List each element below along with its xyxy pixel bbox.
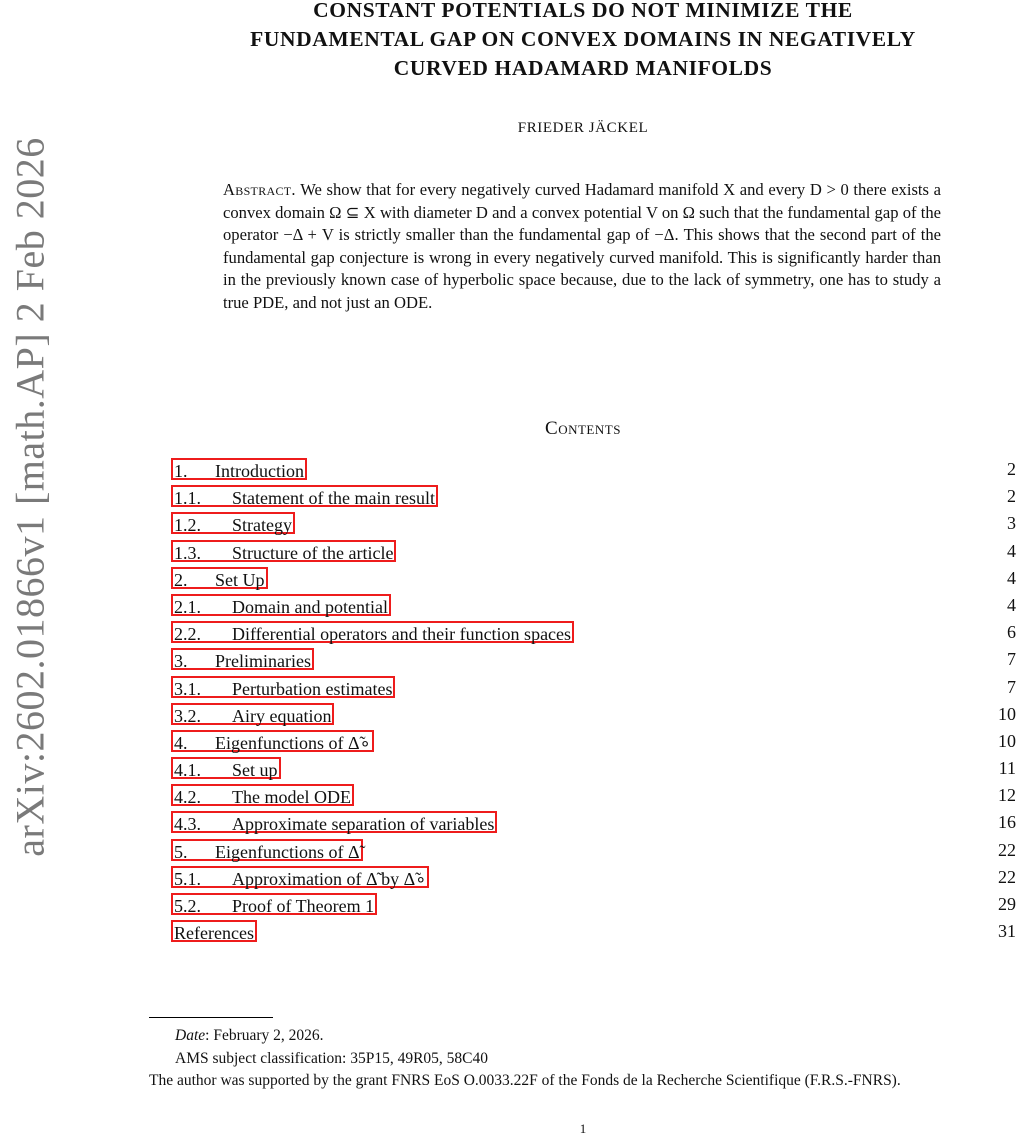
paper-title <box>150 0 1016 83</box>
toc-title: Eigenfunctions of Δ̃ <box>215 841 360 862</box>
toc-number: 4.2. <box>174 787 201 808</box>
arxiv-identifier-stamp <box>0 0 60 900</box>
toc-link[interactable] <box>171 621 574 643</box>
toc-number: 1.3. <box>174 542 201 563</box>
toc-number: 5. <box>174 841 188 862</box>
toc-number: 5.2. <box>174 896 201 916</box>
toc-number: 4. <box>174 732 188 753</box>
toc-item <box>150 864 1016 891</box>
toc-page-number: 11 <box>998 758 1016 779</box>
toc-number: 3.2. <box>174 705 201 726</box>
toc-item <box>150 701 1016 728</box>
toc-item <box>150 755 1016 782</box>
toc-link[interactable] <box>171 512 295 534</box>
toc-link[interactable] <box>171 567 268 589</box>
toc-number: 1. <box>174 461 188 481</box>
toc-item <box>150 809 1016 836</box>
toc-page-number: 2 <box>1007 459 1016 479</box>
title-line-1: CONSTANT POTENTIALS DO NOT MINIMIZE THE <box>313 0 853 22</box>
toc-item <box>150 456 1016 483</box>
toc-number: 1.2. <box>174 515 201 536</box>
toc-link[interactable] <box>171 676 395 698</box>
toc-link[interactable] <box>171 893 377 915</box>
toc-link[interactable] <box>171 757 281 779</box>
toc-item <box>150 646 1016 673</box>
toc-number: 3.1. <box>174 678 201 699</box>
toc-link[interactable] <box>171 540 396 562</box>
toc-number: 1.1. <box>174 488 201 509</box>
toc-title: Domain and potential <box>232 596 388 617</box>
toc-title: Introduction <box>215 461 304 481</box>
toc-page-number: 22 <box>998 866 1016 887</box>
toc-number: 3. <box>174 651 188 672</box>
page-number: 1 <box>579 1121 587 1136</box>
title-line-3: CURVED HADAMARD MANIFOLDS <box>393 56 773 80</box>
toc-title: Strategy <box>232 515 292 536</box>
toc-link[interactable] <box>171 458 307 480</box>
toc-link[interactable] <box>171 703 334 725</box>
date-value: : February 2, 2026. <box>205 1027 324 1044</box>
author-name: FRIEDER JÄCKEL <box>517 120 649 136</box>
toc-link[interactable] <box>171 485 438 507</box>
toc-page-number: 2 <box>1007 486 1016 507</box>
toc-page-number: 10 <box>998 730 1016 751</box>
toc-item <box>150 538 1016 565</box>
toc-title: Approximate separation of variables <box>232 814 495 835</box>
toc-page-number: 12 <box>998 785 1016 806</box>
abstract-label: Abstract. <box>223 180 296 199</box>
arxiv-identifier-text: arXiv:2602.01866v1 [math.AP] 2 Feb 2026 <box>7 137 53 857</box>
toc-item <box>150 565 1016 592</box>
contents-heading: Contents <box>545 418 621 439</box>
toc-link[interactable] <box>171 784 354 806</box>
toc-title: The model ODE <box>232 787 351 808</box>
toc-link[interactable] <box>171 866 429 888</box>
footnote-funding: The author was supported by the grant FNRS EoS O.0033.22F of the Fonds de la Recherche Scientifique (F.R.S.-FNRS). <box>149 1072 901 1089</box>
date-label: Date <box>175 1027 206 1044</box>
toc-number: 4.3. <box>174 814 201 835</box>
toc-title: Set up <box>232 760 278 781</box>
footnote-rule <box>149 1017 273 1018</box>
toc-page-number: 4 <box>1007 540 1016 561</box>
footnote-date <box>149 1025 1016 1048</box>
toc-item <box>150 728 1016 755</box>
toc-item <box>150 837 1016 864</box>
toc-link[interactable] <box>171 811 497 833</box>
toc-page-number: 3 <box>1007 513 1016 534</box>
toc-page-number: 31 <box>998 921 1016 942</box>
abstract <box>223 179 941 314</box>
toc-title: Proof of Theorem 1 <box>232 896 375 916</box>
toc-item <box>150 619 1016 646</box>
toc-title: Airy equation <box>232 705 332 726</box>
toc-page-number: 7 <box>1007 676 1016 697</box>
toc-title: References <box>174 923 254 944</box>
toc-page-number: 4 <box>1007 567 1016 588</box>
toc-page-number: 29 <box>998 894 1016 914</box>
toc-item <box>150 510 1016 537</box>
toc-page-number: 6 <box>1007 622 1016 643</box>
toc-item <box>150 918 1016 945</box>
table-of-contents <box>150 456 1016 945</box>
toc-title: Preliminaries <box>215 651 311 672</box>
toc-title: Statement of the main result <box>232 488 435 509</box>
toc-link[interactable] <box>171 594 391 616</box>
toc-number: 2. <box>174 569 188 590</box>
toc-title: Differential operators and their function spaces <box>232 624 572 645</box>
footnote-ams: AMS subject classification: 35P15, 49R05, 58C40 <box>175 1049 489 1067</box>
abstract-text: We show that for every negatively curved Hadamard manifold X and every D > 0 there exists a convex domain Ω ⊆ X with diameter D and a convex potential V on Ω such that the fundamental gap of the operator −Δ + V is strictly smaller than the fundamental gap of −Δ. This shows that the second part of the fundamental gap conjecture is wrong in every negatively curved manifold. This is significantly harder than in the previously known case of hyperbolic space because, due to the lack of symmetry, one has to study a true PDE, and not just an ODE. <box>223 180 941 312</box>
toc-number: 2.1. <box>174 596 201 617</box>
toc-item <box>150 782 1016 809</box>
toc-title: Approximation of Δ̃ by Δ̃∘ <box>232 868 427 889</box>
toc-title: Perturbation estimates <box>232 678 393 699</box>
toc-item <box>150 483 1016 510</box>
toc-page-number: 22 <box>998 839 1016 860</box>
toc-item <box>150 592 1016 619</box>
toc-page-number: 16 <box>998 812 1016 833</box>
toc-item <box>150 674 1016 701</box>
toc-title: Eigenfunctions of Δ̃∘ <box>215 732 371 753</box>
toc-title: Set Up <box>215 569 265 590</box>
toc-link[interactable] <box>171 648 314 670</box>
toc-item <box>150 891 1016 918</box>
toc-number: 5.1. <box>174 868 201 889</box>
toc-title: Structure of the article <box>232 542 394 563</box>
toc-page-number: 4 <box>1007 594 1016 615</box>
toc-page-number: 7 <box>1007 649 1016 670</box>
toc-number: 2.2. <box>174 624 201 645</box>
footnotes <box>149 1025 1016 1093</box>
toc-number: 4.1. <box>174 760 201 781</box>
toc-page-number: 10 <box>998 703 1016 724</box>
toc-link[interactable] <box>171 730 374 752</box>
toc-link[interactable] <box>171 920 257 942</box>
title-line-2: FUNDAMENTAL GAP ON CONVEX DOMAINS IN NEGATIVELY <box>250 27 916 51</box>
toc-link[interactable] <box>171 839 363 861</box>
